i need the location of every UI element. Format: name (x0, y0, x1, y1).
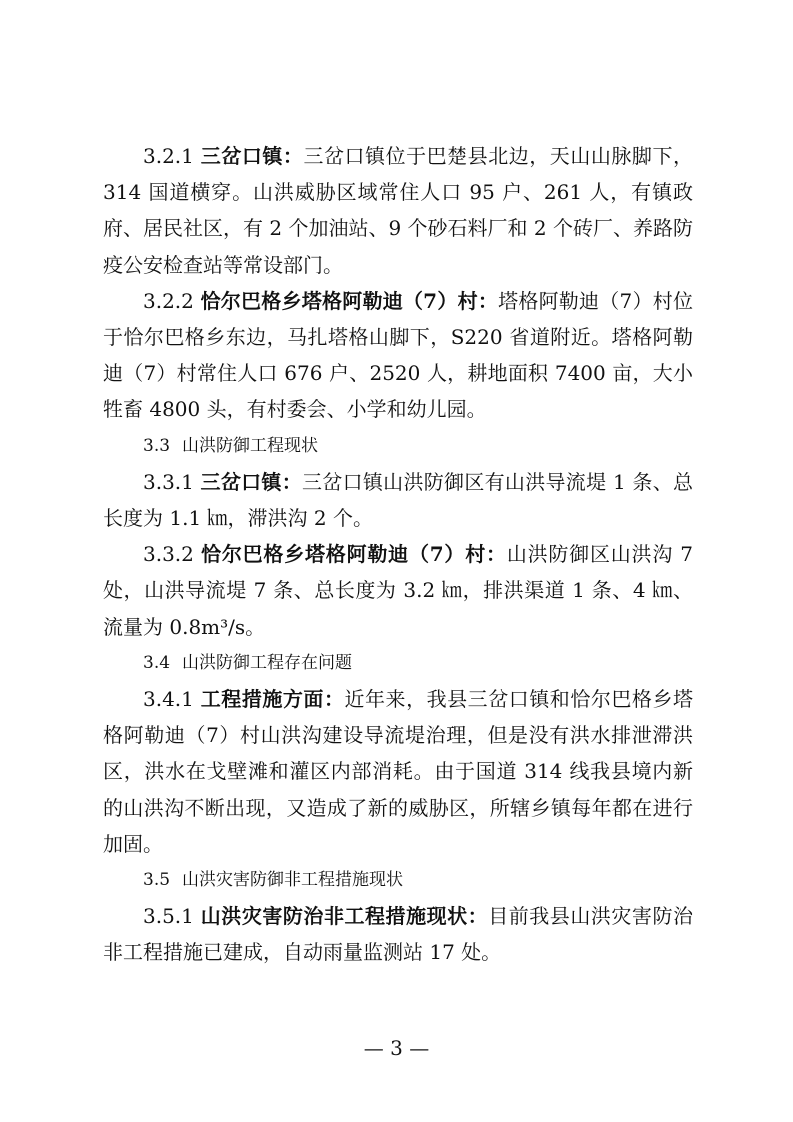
paragraph-bold-label: 三岔口镇： (200, 144, 304, 168)
paragraph-3-5-1: 3.5.1 山洪灾害防治非工程措施现状：目前我县山洪灾害防治非工程措施已建成，自动雨量监测站 17 处。 (103, 904, 693, 965)
paragraph-bold-label: 恰尔巴格乡塔格阿勒迪（7）村： (200, 288, 499, 313)
paragraph-bold-label: 恰尔巴格乡塔格阿勒迪（7）村： (201, 542, 507, 567)
heading-3-4: 3.4 山洪防御工程存在问题 (143, 652, 353, 673)
paragraph-bold-label: 山洪灾害防治非工程措施现状： (200, 904, 489, 929)
paragraph-3-3-2: 3.3.2 恰尔巴格乡塔格阿勒迪（7）村：山洪防御区山洪沟 7 处，山洪导流堤 7 条、总长度为 3.2 ㎞，排洪渠道 1 条、4 ㎞、流量为 0.8m³/s。 (103, 542, 693, 639)
page-number: — 3 — (363, 1036, 430, 1060)
body-text (103, 138, 693, 971)
heading-3-5: 3.5 山洪灾害防御非工程措施现状 (143, 870, 404, 891)
paragraph-bold-label: 工程措施方面： (200, 687, 345, 712)
heading-3-3: 3.3 山洪防御工程现状 (143, 435, 319, 456)
paragraph-3-4-1: 3.4.1 工程措施方面：近年来，我县三岔口镇和恰尔巴格乡塔格阿勒迪（7）村山洪沟建设导流堤治理，但是没有洪水排泄滞洪区，洪水在戈壁滩和灌区内部消耗。由于国道 314 线我县境内新的山洪沟不断出现，又造成了新的威胁区，所辖乡镇每年都在进行加固。 (103, 687, 693, 856)
paragraph-3-3-1: 3.3.1 三岔口镇：三岔口镇山洪防御区有山洪导流堤 1 条、总长度为 1.1 ㎞，滞洪沟 2 个。 (103, 469, 694, 531)
paragraph-bold-label: 三岔口镇： (200, 469, 303, 494)
paragraph-3-2-1: 3.2.1 三岔口镇：三岔口镇位于巴楚县北边，天山山脉脚下，314 国道横穿。山洪威胁区域常住人口 95 户、261 人，有镇政府、居民社区，有 2 个加油站、9 个砂石料厂和 2 个砖厂、养路防疫公安检查站等常设部门。 (103, 144, 693, 277)
paragraph-3-2-2: 3.2.2 恰尔巴格乡塔格阿勒迪（7）村：塔格阿勒迪（7）村位于恰尔巴格乡东边，马扎塔格山脚下，S220 省道附近。塔格阿勒迪（7）村常住人口 676 户、2520 人，耕地面积 7400 亩，大小牲畜 4800 头，有村委会、小学和幼儿园。 (103, 288, 693, 422)
